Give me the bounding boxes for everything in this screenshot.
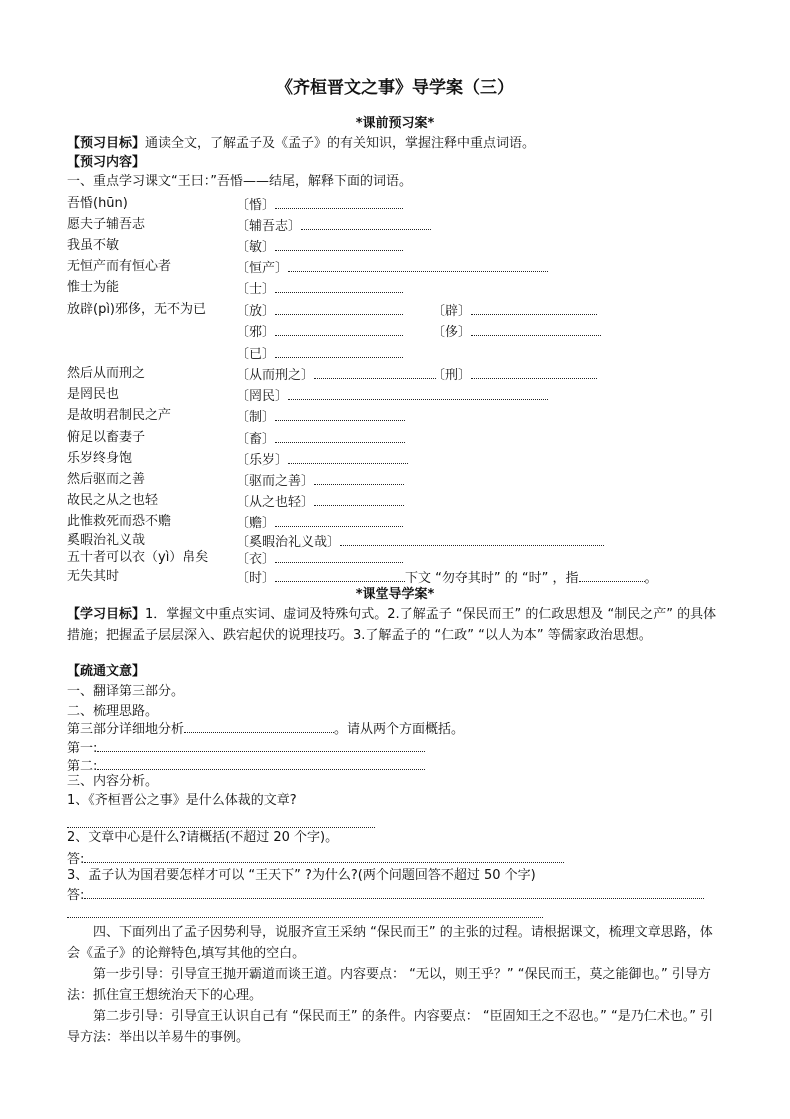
vocab-term: 〔乐岁〕 xyxy=(236,451,408,469)
vocab-term: 〔侈〕 xyxy=(432,323,601,341)
vocab-phrase: 放辟(pì)邪侈，无不为已 xyxy=(67,302,207,317)
answer-blank[interactable] xyxy=(314,366,436,379)
vocab-phrase: 乐岁终身饱 xyxy=(67,451,133,466)
answer-blank[interactable] xyxy=(471,323,601,336)
answer-blank[interactable] xyxy=(275,550,403,563)
answer-3: 答: xyxy=(67,886,704,904)
vocab-term: 〔已〕 xyxy=(236,345,403,363)
answer-line[interactable] xyxy=(67,916,543,918)
vocab-phrase: 愿夫子辅吾志 xyxy=(67,217,146,232)
item-one-instruction: 一、重点学习课文“王曰：”吾惛——结尾，解释下面的词语。 xyxy=(67,174,412,189)
answer-blank[interactable] xyxy=(579,569,645,582)
answer-blank[interactable] xyxy=(84,850,564,863)
vocab-term: 〔罔民〕 xyxy=(236,387,548,405)
vocab-phrase: 然后驱而之善 xyxy=(67,472,146,487)
vocab-term: 〔放〕 xyxy=(236,302,403,320)
vocab-phrase: 是罔民也 xyxy=(67,387,120,402)
second-aspect: 第二: xyxy=(67,757,425,775)
answer-blank[interactable] xyxy=(275,514,403,527)
answer-2: 答: xyxy=(67,850,564,868)
vocab-phrase: 惟士为能 xyxy=(67,280,120,295)
answer-blank[interactable] xyxy=(275,280,403,293)
vocab-term: 〔邪〕 xyxy=(236,323,403,341)
vocab-term: 〔辅吾志〕 xyxy=(236,217,431,235)
vocab-term: 〔辟〕 xyxy=(432,302,597,320)
answer-blank[interactable] xyxy=(97,739,425,752)
answer-blank[interactable] xyxy=(288,387,548,400)
answer-blank[interactable] xyxy=(97,757,425,770)
vocab-term: 〔敏〕 xyxy=(236,238,403,256)
answer-blank[interactable] xyxy=(275,238,403,251)
smooth-text-label: 【疏通文意】 xyxy=(67,664,146,679)
study-goal xyxy=(67,604,724,646)
answer-blank[interactable] xyxy=(288,451,408,464)
answer-blank[interactable] xyxy=(184,720,334,733)
task-content-analysis: 三、内容分析。 xyxy=(67,774,159,789)
answer-blank[interactable] xyxy=(275,302,403,315)
task-translate: 一、翻译第三部分。 xyxy=(67,684,185,699)
answer-blank[interactable] xyxy=(314,472,404,485)
vocab-term: 〔士〕 xyxy=(236,280,403,298)
vocab-phrase: 无失其时 xyxy=(67,569,120,584)
answer-blank[interactable] xyxy=(275,408,405,421)
outline-prompt: 第三部分详细地分析 。请从两个方面概括。 xyxy=(67,722,465,737)
answer-blank[interactable] xyxy=(275,323,403,336)
answer-blank[interactable] xyxy=(471,366,597,379)
answer-blank[interactable] xyxy=(275,430,405,443)
answer-blank[interactable] xyxy=(275,345,403,358)
vocab-phrase: 此惟救死而恐不赡 xyxy=(67,514,172,529)
task-outline: 二、梳理思路。 xyxy=(67,704,159,719)
vocab-term: 〔驱而之善〕 xyxy=(236,472,404,490)
vocab-term: 〔从之也轻〕 xyxy=(236,493,404,511)
vocab-term: 〔奚暇治礼义哉〕 xyxy=(236,533,604,551)
answer-line[interactable] xyxy=(67,826,375,828)
vocab-term: 〔刑〕 xyxy=(432,366,597,384)
vocab-phrase: 是故明君制民之产 xyxy=(67,408,172,423)
vocab-term: 〔惛〕 xyxy=(236,196,403,214)
step-two-paragraph: 第二步引导：引导宣王认识自己有 “保民而王” 的条件。内容要点： “臣固知王之不忍也。” “是乃仁术也。” 引导方法：举出以羊易牛的事例。 xyxy=(67,1009,714,1045)
first-aspect: 第一: xyxy=(67,739,425,757)
vocab-term: 〔从而刑之〕 xyxy=(236,366,436,384)
study-goal-text: 1．掌握文中重点实词、虚词及特殊句式。2.了解孟子 “保民而王” 的仁政思想及 “制民之产” 的具体措施；把握孟子层层深入、跌宕起伏的说理技巧。3.了解孟子的 “仁政” “以人为本” 等儒家政治思想。 xyxy=(67,607,717,643)
section-heading-classroom: *课堂导学案* xyxy=(355,587,435,602)
vocab-phrase: 我虽不敏 xyxy=(67,238,120,253)
vocab-phrase: 吾惛(hūn) xyxy=(67,196,128,211)
section-heading-preview: *课前预习案* xyxy=(355,116,435,131)
step-one-paragraph: 第一步引导：引导宣王抛开霸道而谈王道。内容要点： “无以，则王乎？” “保民而王，莫之能御也。” 引导方法：抓住宣王想统治天下的心理。 xyxy=(67,967,711,1003)
answer-blank[interactable] xyxy=(314,493,404,506)
vocab-phrase: 故民之从之也轻 xyxy=(67,493,159,508)
vocab-term: 〔恒产〕 xyxy=(236,259,548,277)
answer-blank[interactable] xyxy=(275,196,403,209)
preview-content-label: 【预习内容】 xyxy=(67,155,146,170)
vocab-term: 〔时〕 下文 “勿夺其时” 的 “时” ，指 。 xyxy=(236,571,658,586)
answer-blank[interactable] xyxy=(275,569,405,582)
preview-goal xyxy=(67,136,535,152)
preview-goal-text: 通读全文，了解孟子及《孟子》的有关知识，掌握注释中重点词语。 xyxy=(145,136,536,151)
study-goal-label: 【学习目标】 xyxy=(67,607,146,622)
vocab-term: 〔制〕 xyxy=(236,408,405,426)
vocab-term: 〔衣〕 xyxy=(236,550,403,568)
answer-blank[interactable] xyxy=(301,217,431,230)
question-3: 3、孟子认为国君要怎样才可以 “王天下” ?为什么?(两个问题回答不超过 50 个字) xyxy=(67,868,536,883)
vocab-term: 〔赡〕 xyxy=(236,514,403,532)
answer-blank[interactable] xyxy=(471,302,597,315)
vocab-phrase: 俯足以畜妻子 xyxy=(67,430,146,445)
task-four-paragraph: 四、下面列出了孟子因势利导，说服齐宣王采纳 “保民而王” 的主张的过程。请根据课文，梳理文章思路，体会《孟子》的论辩特色,填写其他的空白。 xyxy=(67,925,713,961)
vocab-phrase: 奚暇治礼义哉 xyxy=(67,533,146,548)
answer-blank[interactable] xyxy=(84,886,704,899)
preview-goal-label: 【预习目标】 xyxy=(67,136,146,151)
vocab-phrase: 无恒产而有恒心者 xyxy=(67,259,172,274)
vocab-phrase: 然后从而刑之 xyxy=(67,366,146,381)
vocab-term: 〔畜〕 xyxy=(236,430,405,448)
answer-blank[interactable] xyxy=(288,259,548,272)
page-title: 《齐桓晋文之事》导学案（三） xyxy=(276,78,514,98)
time-note: 下文 “勿夺其时” 的 “时” ，指 xyxy=(405,571,579,586)
answer-blank[interactable] xyxy=(340,533,604,546)
vocab-phrase: 五十者可以衣（yì）帛矣 xyxy=(67,550,209,565)
question-2: 2、文章中心是什么?请概括(不超过 20 个字)。 xyxy=(67,830,339,845)
question-1: 1、《齐桓晋公之事》是什么体裁的文章? xyxy=(67,793,297,808)
